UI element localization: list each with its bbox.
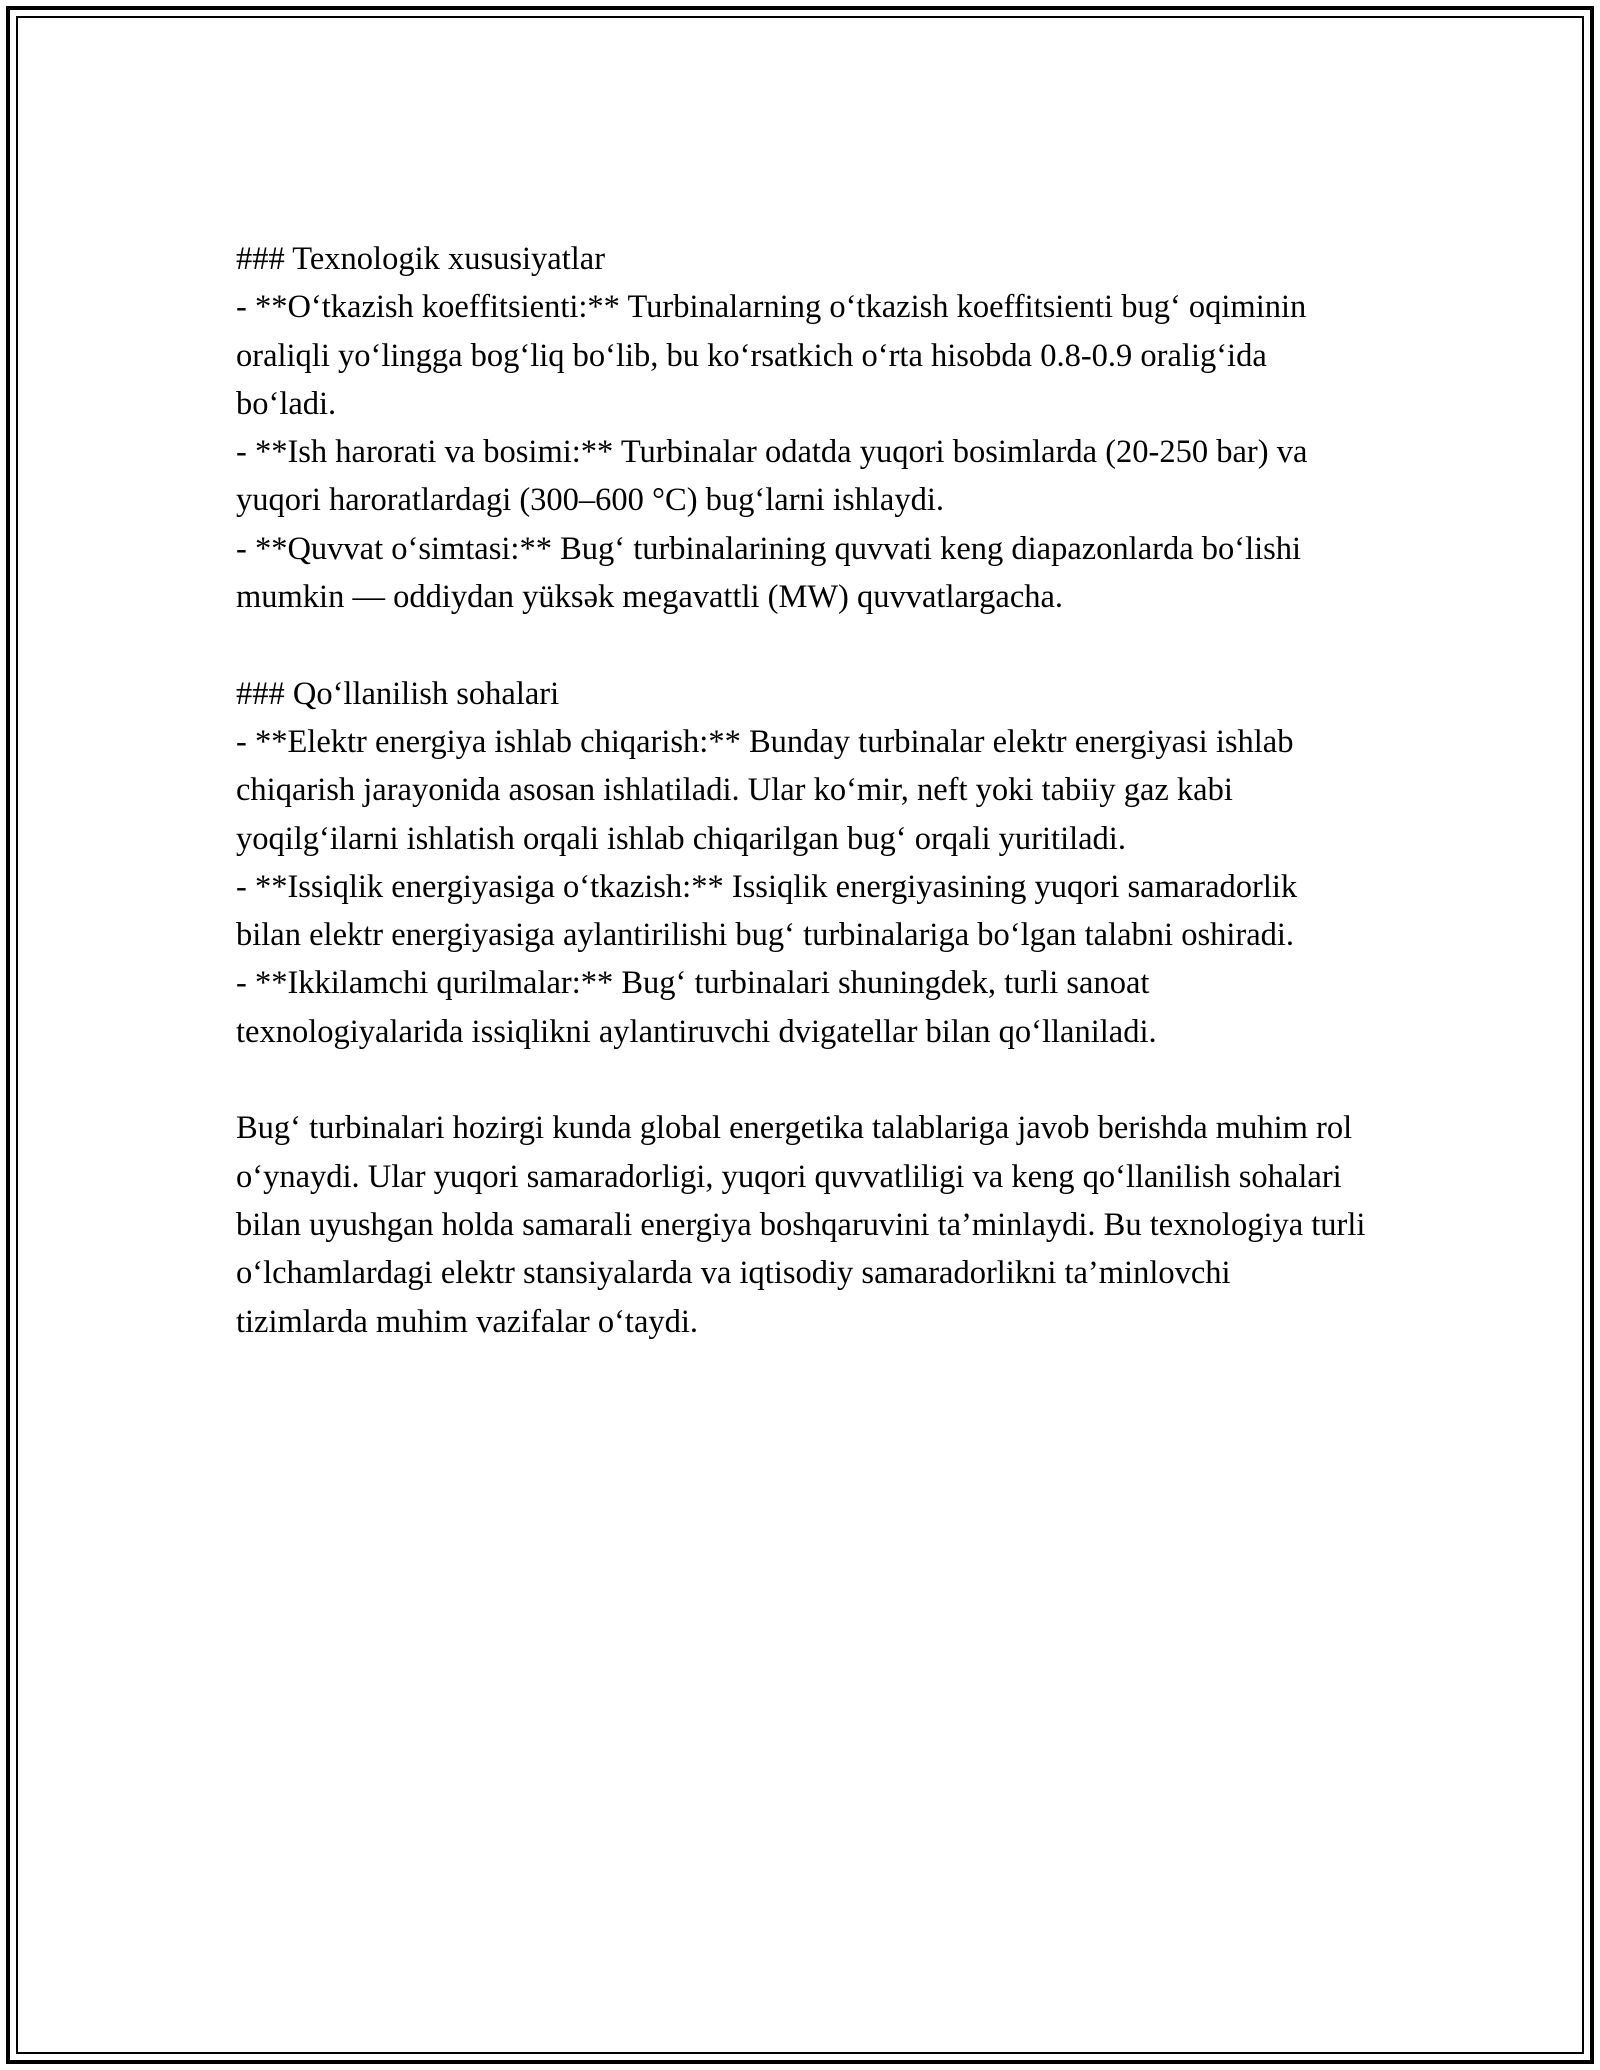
list-item: - **Issiqlik energiyasiga o‘tkazish:** Issiqlik energiyasining yuqori samaradorlik bilan elektr energiyasiga aylantirilishi bug‘ turbinalariga bo‘lgan talabni oshiradi. bbox=[236, 868, 1298, 954]
conclusion-paragraph: Bug‘ turbinalari hozirgi kunda global energetika talablariga javob berishda muhim rol o‘ynaydi. Ular yuqori samaradorligi, yuqori quvvatliligi va keng qo‘llanilish sohalari bilan uyushgan holda samarali energiya boshqaruvini ta’minlaydi. Bu texnologiya turli o‘lchamlardagi elektr stansiyalarda va iqtisodiy samaradorlikni ta’minlovchi tizimlarda muhim vazifalar o‘taydi. bbox=[236, 1110, 1366, 1340]
list-item: - **Ish harorati va bosimi:** Turbinalar odatda yuqori bosimlarda (20-250 bar) va yuqori haroratlardagi (300–600 °C) bug‘larni ishlaydi. bbox=[236, 434, 1308, 519]
paragraph-spacer bbox=[236, 1056, 1366, 1104]
list-item: - **Ikkilamchi qurilmalar:** Bug‘ turbinalari shuningdek, turli sanoat texnologiyalarida issiqlikni aylantiruvchi dvigatellar bilan qo‘llaniladi. bbox=[236, 965, 1157, 1050]
list-item: - **Elektr energiya ishlab chiqarish:** Bunday turbinalar elektr energiyasi ishlab chiqarish jarayonida asosan ishlatiladi. Ular ko‘mir, neft yoki tabiiy gaz kabi yoqilg‘ilarni ishlatish orqali ishlab chiqarilgan bug‘ orqali yuritiladi. bbox=[236, 723, 1294, 857]
document-body bbox=[236, 235, 1366, 1346]
section-heading-applications: ### Qo‘llanilish sohalari bbox=[236, 675, 560, 712]
paragraph-spacer bbox=[236, 621, 1366, 669]
section-heading-technology: ### Texnologik xususiyatlar bbox=[236, 241, 606, 277]
list-item: - **O‘tkazish koeffitsienti:** Turbinalarning o‘tkazish koeffitsienti bug‘ oqiminin oraliqli yo‘lingga bog‘liq bo‘lib, bu ko‘rsatkich o‘rta hisobda 0.8-0.9 oralig‘ida bo‘ladi. bbox=[236, 289, 1307, 422]
list-item: - **Quvvat o‘simtasi:** Bug‘ turbinalarining quvvati keng diapazonlarda bo‘lishi mumkin — oddiydan yüksək megavattli (MW) quvvatlargacha. bbox=[236, 530, 1302, 616]
